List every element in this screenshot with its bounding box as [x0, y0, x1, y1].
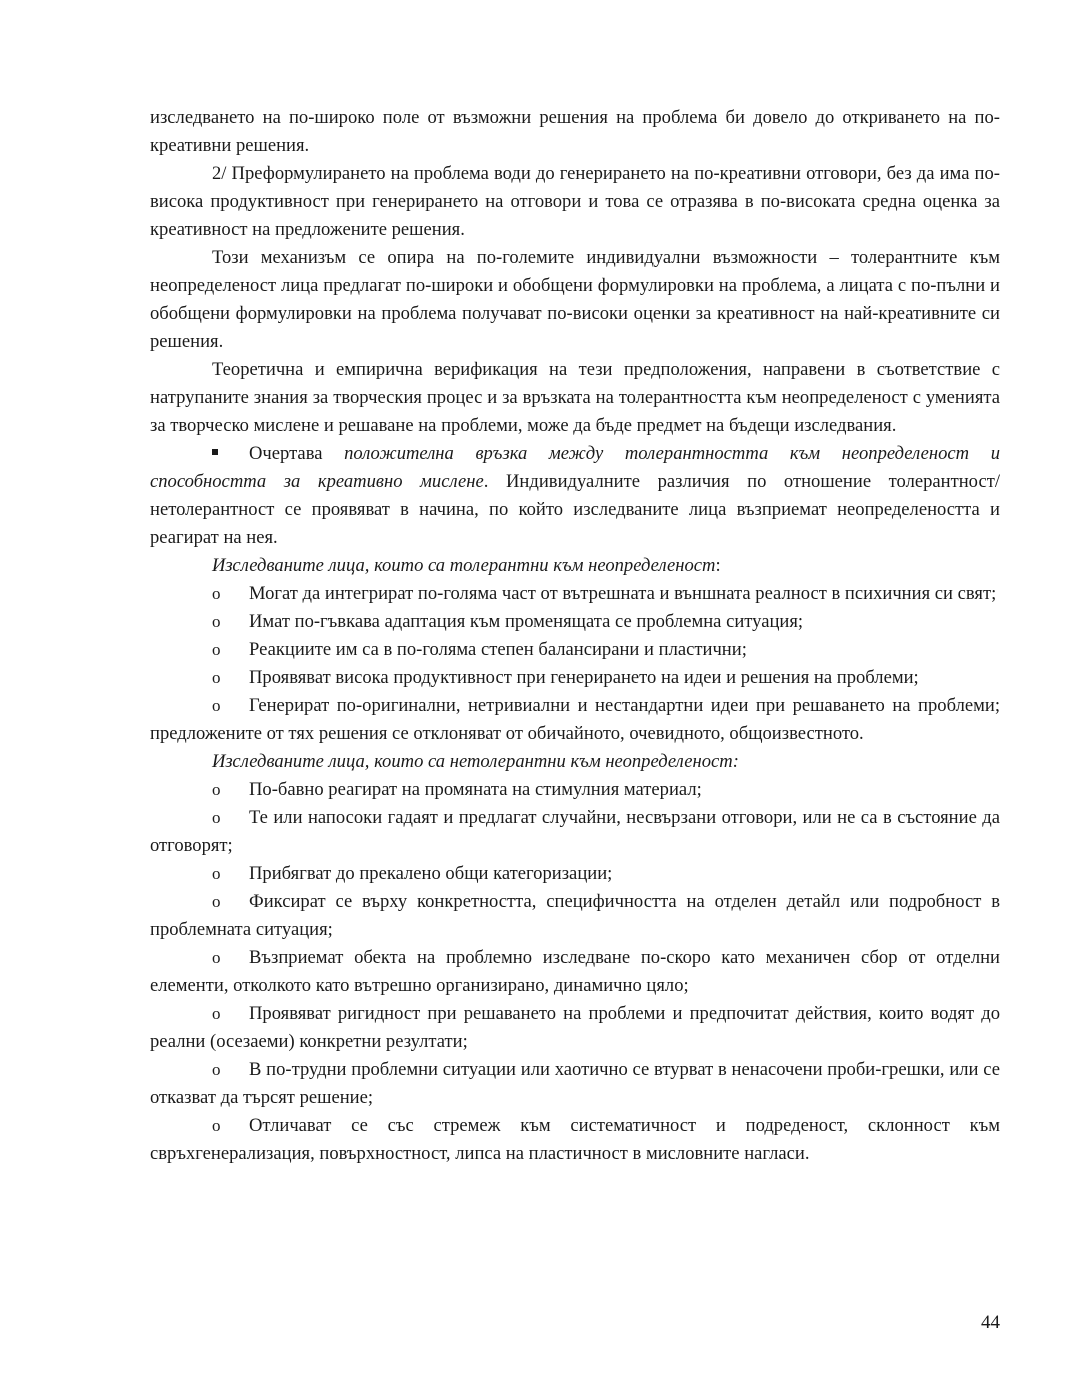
circle-bullet-icon: o: [212, 1004, 221, 1023]
square-bullet-icon: [212, 440, 249, 468]
circle-bullet-icon: o: [212, 780, 221, 799]
list-item: o В по-трудни проблемни ситуации или хаотично се втурват в ненасочени проби-грешки, или се отказват да търсят решение;: [150, 1056, 1000, 1112]
list-item: o Проявяват висока продуктивност при генерирането на идеи и решения на проблеми;: [150, 664, 1000, 692]
page-number: 44: [981, 1312, 1000, 1333]
circle-bullet-icon: o: [212, 948, 221, 967]
list-item: o Могат да интегрират по-голяма част от вътрешната и външната реалност в психичния си свят;: [150, 580, 1000, 608]
bullet-italic: положителна връзка между толерантността към неопределеност и способността за креативно мислене: [150, 443, 1001, 492]
paragraph: Теоретична и емпирична верификация на тези предположения, направени в съответствие с натрупаните знания за творческия процес и за връзката на толерантността към неопределеност с уменията за творческо мислене и решаване на проблеми, може да бъде предмет на бъдещи изследвания.: [150, 359, 1000, 436]
list-item: o Генерират по-оригинални, нетривиални и нестандартни идеи при решаването на проблеми; предложените от тях решения се отклоняват от обичайното, очевидното, общоизвестното.: [150, 692, 1000, 748]
circle-bullet-icon: o: [212, 584, 221, 603]
list-item: o Имат по-гъвкава адаптация към променящата се проблемна ситуация;: [150, 608, 1000, 636]
circle-bullet-icon: o: [212, 892, 221, 911]
circle-bullet-icon: o: [212, 668, 221, 687]
bullet-rest: . Индивидуалните различия по отношение толерантност/нетолерантност се проявяват в начина, по който изследваните лица възприемат неопределеността и реагират на нея.: [150, 471, 1000, 548]
tolerant-list: [150, 580, 1000, 748]
intolerant-list: [150, 776, 1000, 1168]
circle-bullet-icon: o: [212, 1116, 221, 1135]
paragraph: 2/ Преформулирането на проблема води до генерирането на по-креативни отговори, без да има по-висока продуктивност при генерирането на отговори и това се отразява в по-високата средна оценка за креативност на предложените решения.: [150, 163, 1000, 240]
list-item: o Реакциите им са в по-голяма степен балансирани и пластични;: [150, 636, 1000, 664]
bullet-paragraph: [150, 440, 1000, 552]
circle-bullet-icon: o: [212, 696, 221, 715]
circle-bullet-icon: o: [212, 640, 221, 659]
paragraph: Този механизъм се опира на по-големите индивидуални възможности – толерантните към неопределеност лица предлагат по-широки и обобщени формулировки на проблема, а лицата с по-пълни и обобщени формулировки на проблема получават по-високи оценки за креативност на най-креативните си решения.: [150, 247, 1000, 352]
list-item: o По-бавно реагират на промяната на стимулния материал;: [150, 776, 1000, 804]
list-item: o Те или напосоки гадаят и предлагат случайни, несвързани отговори, или не са в състояние да отговорят;: [150, 804, 1000, 860]
tolerant-heading: Изследваните лица, които са толерантни към неопределеност:: [212, 555, 721, 576]
list-item: o Прибягват до прекалено общи категоризации;: [150, 860, 1000, 888]
list-item: o Фиксират се върху конкретността, специфичността на отделен детайл или подробност в проблемната ситуация;: [150, 888, 1000, 944]
circle-bullet-icon: o: [212, 864, 221, 883]
circle-bullet-icon: o: [212, 612, 221, 631]
bullet-lead: Очертава: [249, 443, 345, 464]
circle-bullet-icon: o: [212, 1060, 221, 1079]
page-body: [150, 104, 1000, 1168]
intolerant-heading: Изследваните лица, които са нетолерантни към неопределеност:: [212, 751, 739, 772]
list-item: o Отличават се със стремеж към систематичност и подреденост, склонност към свръхгенерализация, повърхностност, липса на пластичност в мисловните нагласи.: [150, 1112, 1000, 1168]
circle-bullet-icon: o: [212, 808, 221, 827]
paragraph: изследването на по-широко поле от възможни решения на проблема би довело до откриването на по-креативни решения.: [150, 107, 1000, 156]
list-item: o Възприемат обекта на проблемно изследване по-скоро като механичен сбор от отделни елементи, отколкото като вътрешно организирано, динамично цяло;: [150, 944, 1000, 1000]
list-item: o Проявяват ригидност при решаването на проблеми и предпочитат действия, които водят до реални (осезаеми) конкретни резултати;: [150, 1000, 1000, 1056]
